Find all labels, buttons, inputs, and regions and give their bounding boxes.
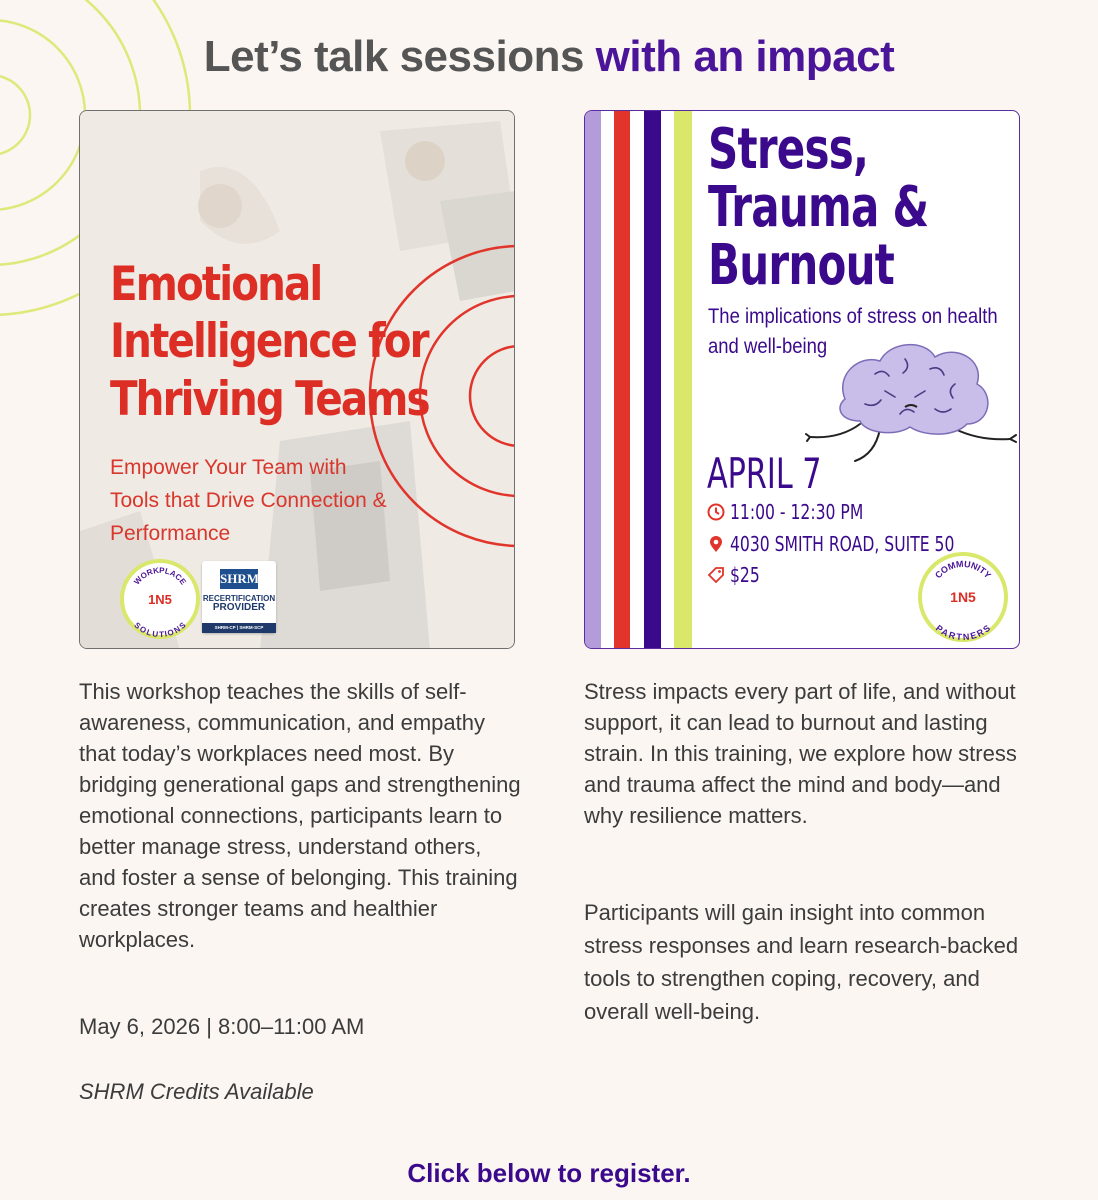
emotional-intelligence-flyer[interactable] [79, 110, 515, 649]
headline-part-purple: with an impact [595, 32, 895, 81]
flyer-title [110, 256, 429, 428]
event-price-row [706, 562, 768, 588]
training-description: Stress impacts every part of life, and without support, it can lead to burnout and lasting strain. In this training, we explore how stress and trauma affect the mind and body—and why resilience matters. [584, 679, 1017, 828]
headline-part-grey: Let’s talk sessions [203, 32, 584, 81]
shrm-logo: SHRM [220, 569, 258, 589]
event-time: 11:00 - 12:30 PM [730, 500, 864, 524]
workshop-description: This workshop teaches the skills of self-awareness, communication, and empathy that today’s workplaces need most. By bridging generational gaps and strengthening emotional connections, participants learn to better manage stress, understand others, and foster a sense of belonging. This training creates stronger teams and healthier workplaces. [79, 679, 521, 952]
flyer-title-line: Thriving Teams [110, 371, 429, 427]
community-partners-badge [917, 551, 1009, 643]
flyer-subtitle-line: The implications of stress on health [708, 305, 998, 328]
badge-bottom-text: PARTNERS [933, 622, 993, 643]
event-location: 4030 SMITH ROAD, SUITE 50 [730, 532, 955, 556]
flyer-subtitle-line: and well-being [708, 335, 828, 358]
map-pin-icon [706, 534, 726, 554]
flyer-title [708, 117, 929, 298]
flyer-title-line: Burnout [708, 233, 895, 298]
flyer-subtitle [110, 451, 490, 550]
event-date: APRIL 7 [707, 449, 822, 498]
shrm-provider-badge [202, 561, 276, 633]
shrm-footer: SHRM-CP | SHRM-SCP [202, 623, 276, 633]
shrm-line: RECERTIFICATION [202, 594, 276, 603]
flyer-subtitle-line: Tools that Drive Connection & [110, 489, 387, 512]
flyer-title-line: Emotional [110, 257, 322, 312]
badge-top-text: COMMUNITY [933, 558, 994, 581]
event-price: $25 [730, 563, 760, 587]
register-link[interactable]: Click below to register. [407, 1158, 691, 1188]
shrm-line: PROVIDER [212, 602, 266, 613]
price-tag-icon [706, 565, 726, 585]
clock-icon [706, 502, 726, 522]
badge-top-text: WORKPLACE [132, 565, 188, 587]
stress-trauma-burnout-flyer[interactable] [584, 110, 1020, 649]
flyer-title-line: Trauma & [708, 175, 929, 240]
flyer-subtitle-line: Empower Your Team with [110, 456, 347, 479]
tired-brain-illustration [805, 329, 1020, 469]
flyer-title-line: Stress, [708, 117, 869, 182]
badge-bottom-text: SOLUTIONS [132, 620, 188, 639]
badge-center-text: 1N5 [950, 589, 976, 605]
workshop-date: May 6, 2026 | 8:00–11:00 AM [79, 1014, 365, 1039]
training-description-2: Participants will gain insight into common stress responses and learn research-backed tools to strengthen coping, recovery, and overall well-being. [584, 900, 1019, 1024]
flyer-title-line: Intelligence for [110, 314, 428, 370]
color-stripes [585, 111, 697, 649]
flyer-subtitle-line: Performance [110, 522, 231, 545]
shrm-credits-note: SHRM Credits Available [79, 1079, 314, 1104]
page-headline [0, 32, 1098, 82]
event-time-row [706, 499, 901, 525]
workplace-solutions-badge [120, 559, 200, 639]
badge-center-text: 1N5 [148, 592, 172, 607]
